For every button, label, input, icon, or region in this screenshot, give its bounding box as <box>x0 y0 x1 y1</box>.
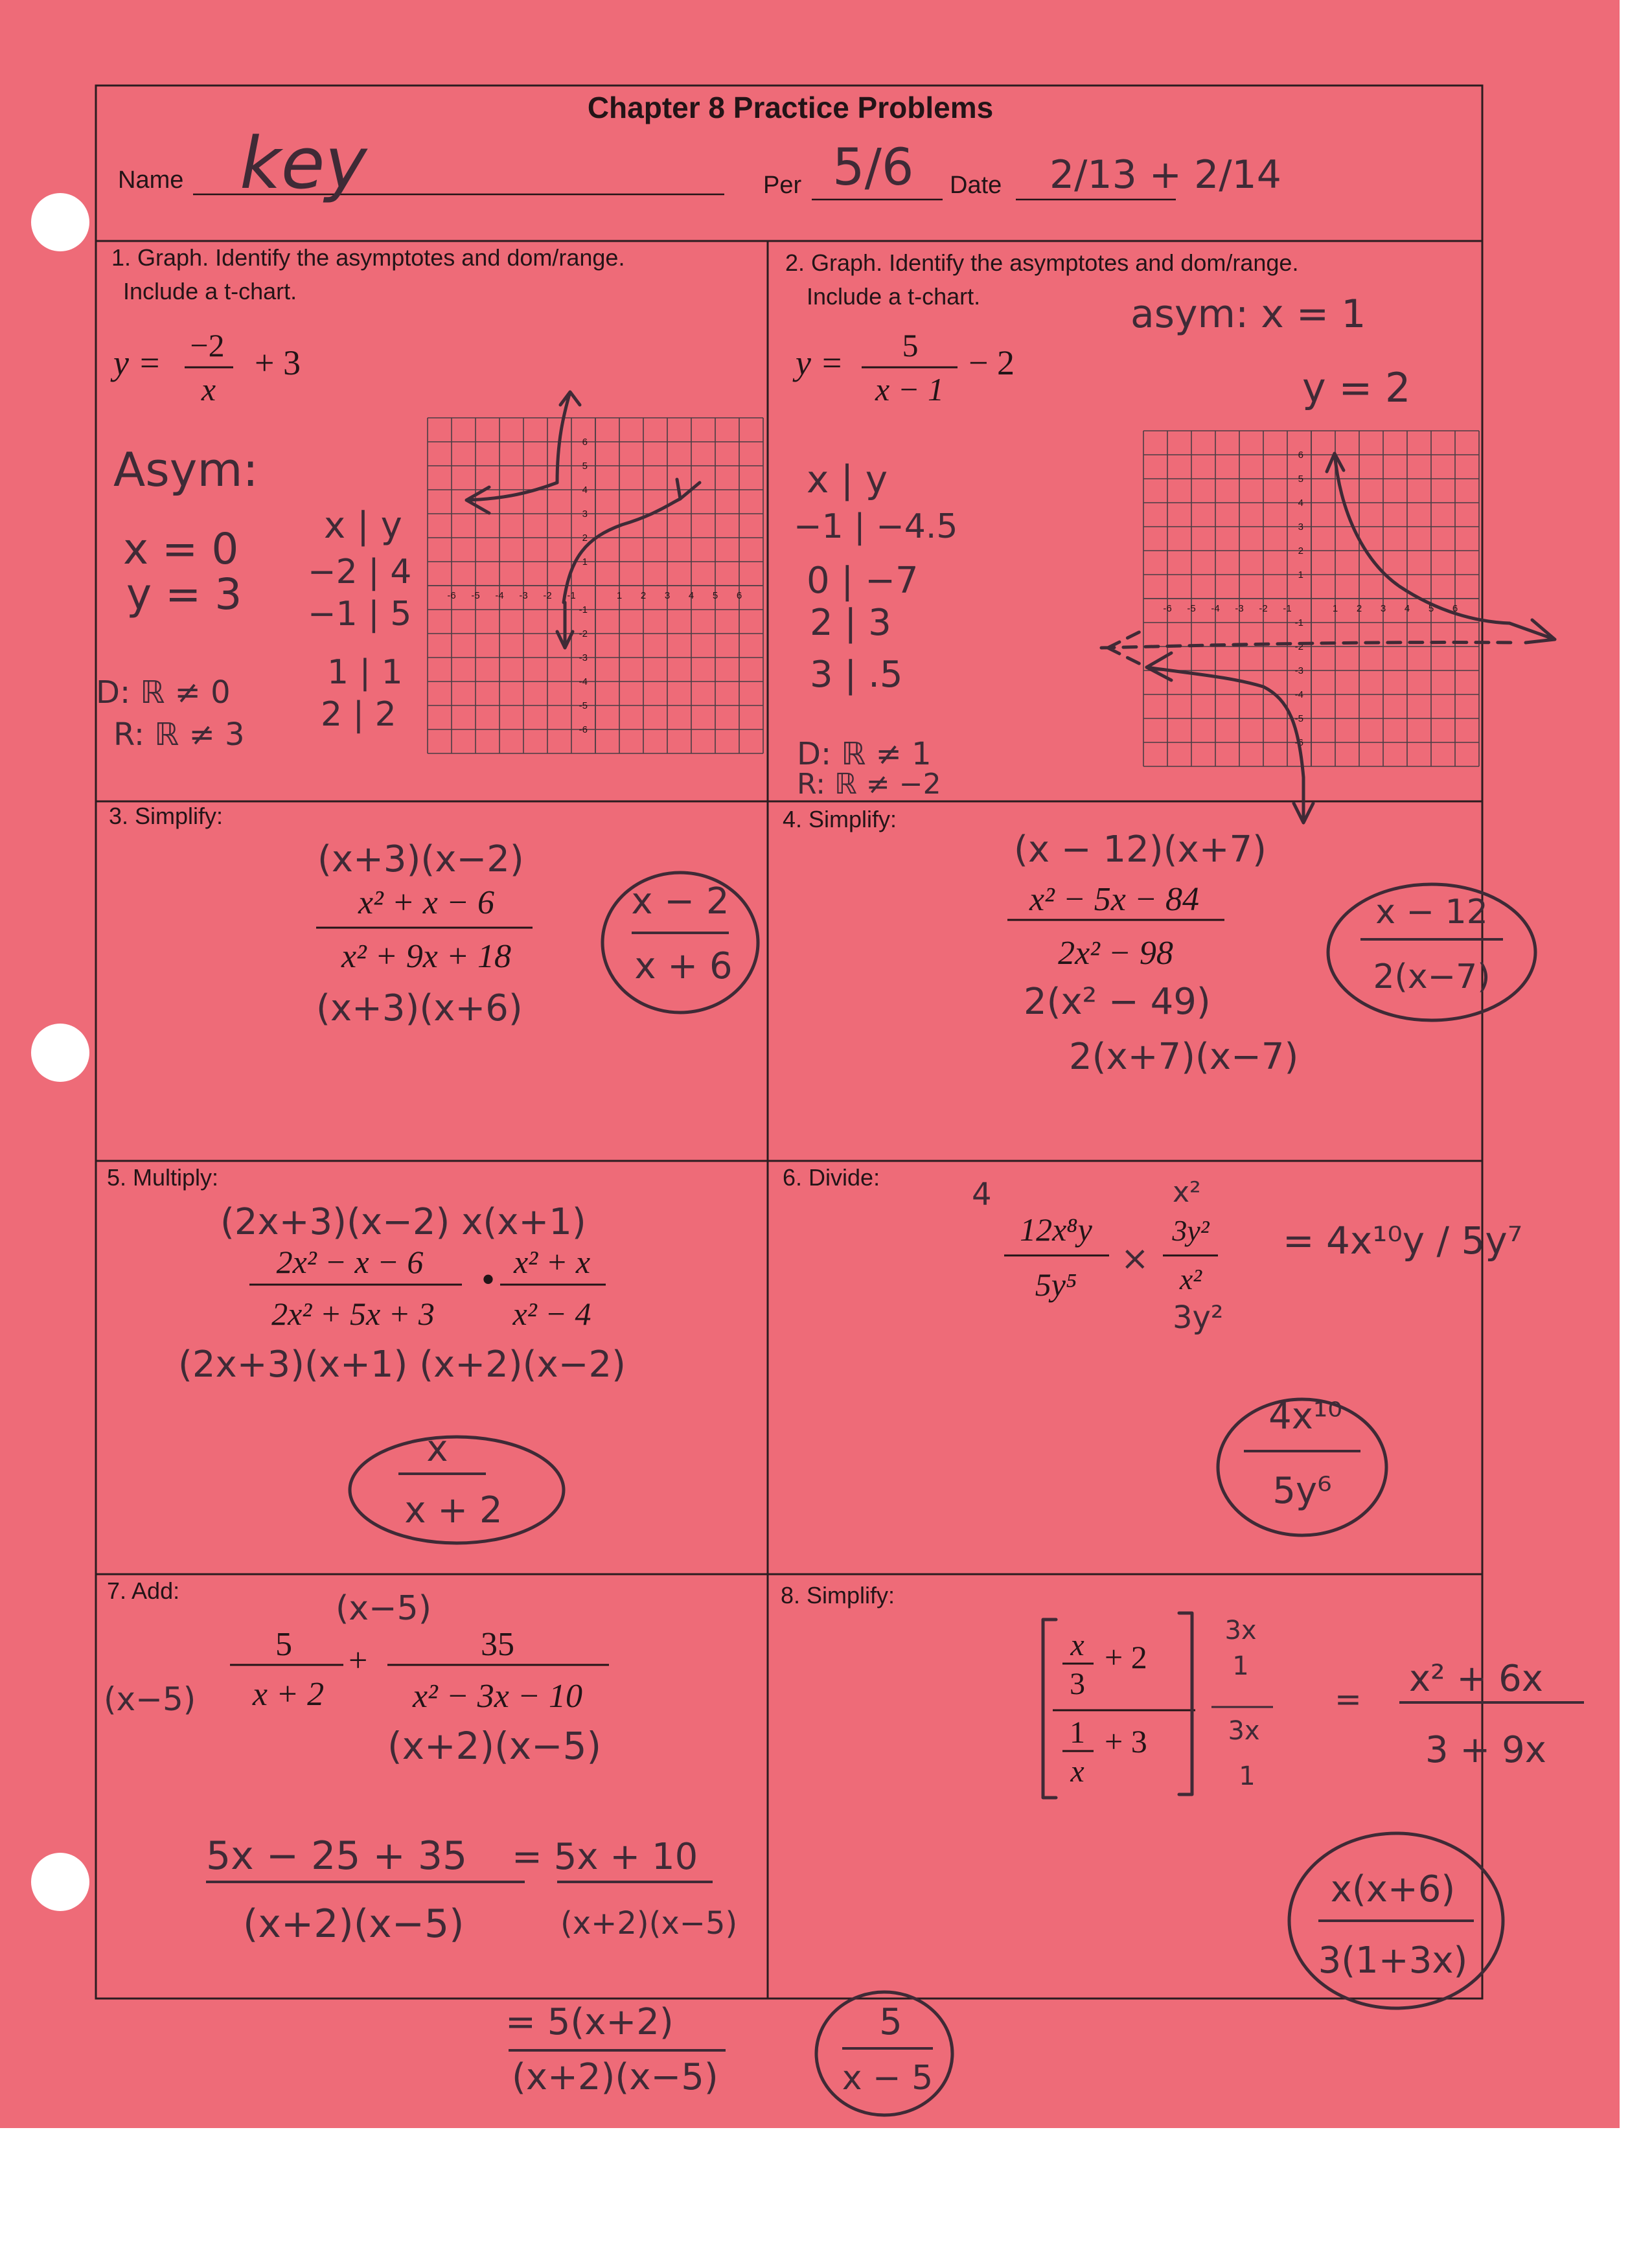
curve-right-branch <box>564 499 680 602</box>
page-title: Chapter 8 Practice Problems <box>587 91 994 124</box>
x-tick-label: -4 <box>1211 603 1220 614</box>
equation-lhs: y = <box>796 343 843 382</box>
range-answer: R: ℝ ≠ 3 <box>113 716 245 753</box>
multiplier-denominator: 1 <box>1232 1651 1249 1681</box>
problem-2-instruction: 2. Graph. Identify the asymptotes and dom/range. <box>785 249 1299 276</box>
y-tick-label: 3 <box>582 509 588 520</box>
y-tick-label: -3 <box>579 652 588 663</box>
y-tick-label: -2 <box>579 628 588 639</box>
equation-constant: + 3 <box>255 343 301 382</box>
x-tick-label: -3 <box>1235 603 1244 614</box>
name-value: key <box>240 122 367 205</box>
x-tick-label: -2 <box>543 590 552 601</box>
equation-numerator: −2 <box>190 327 225 363</box>
first-denominator: 5y⁵ <box>1035 1266 1077 1303</box>
asymptote-heading: Asym: <box>113 442 258 497</box>
y-tick-label: -6 <box>579 724 588 735</box>
second-numerator: 3y² <box>1172 1214 1210 1247</box>
equation-lhs: y = <box>113 343 161 382</box>
t-chart-header: x | y <box>807 457 888 501</box>
x-tick-label: -6 <box>447 590 456 601</box>
binder-hole <box>31 193 89 251</box>
problem-7 <box>104 1577 952 2115</box>
t-chart-header: x | y <box>324 505 402 547</box>
second-denominator: x² − 4 <box>512 1296 591 1332</box>
problem-4-label: 4. Simplify: <box>783 806 897 832</box>
denominator-multiplier: (x−5) <box>104 1680 196 1718</box>
work-step: 2(x² − 49) <box>1024 981 1211 1023</box>
t-chart-row: 3 | .5 <box>810 654 903 696</box>
x-tick-label: -5 <box>471 590 480 601</box>
x-tick-label: 3 <box>664 590 671 601</box>
t-chart-row: −1 | 5 <box>308 595 412 634</box>
work-step-denominator: (x+2)(x−5) <box>512 2056 718 2098</box>
horizontal-asymptote: y = 3 <box>126 569 242 619</box>
x-tick-label: -2 <box>1259 603 1268 614</box>
curve-left-branch <box>557 392 580 483</box>
y-tick-label: -2 <box>1294 641 1303 652</box>
t-chart-row: 2 | 3 <box>810 602 891 644</box>
t-chart-row: 1 | 1 <box>327 653 403 692</box>
expression-numerator: x² + x − 6 <box>358 884 494 921</box>
problem-2-instruction-2: Include a t-chart. <box>807 283 981 310</box>
y-tick-label: -5 <box>579 700 588 711</box>
problem-6-label: 6. Divide: <box>783 1164 880 1191</box>
answer-denominator: 3(1+3x) <box>1318 1940 1468 1982</box>
second-numerator: x² + x <box>513 1244 591 1280</box>
x-tick-label: 6 <box>1452 603 1458 614</box>
x-tick-label: -1 <box>567 590 576 601</box>
y-tick-label: 1 <box>582 556 588 567</box>
y-tick-label: -1 <box>579 604 588 615</box>
arrow-head <box>677 479 700 499</box>
multiplier-denominator: 1 <box>1239 1761 1256 1791</box>
domain-answer: D: ℝ ≠ 1 <box>797 736 932 772</box>
work-step: = 4x¹⁰y / 5y⁷ <box>1283 1219 1522 1263</box>
problem-8-label: 8. Simplify: <box>781 1582 895 1609</box>
curve-left-branch <box>1147 667 1303 777</box>
coordinate-grid-2 <box>1143 431 1479 766</box>
vertical-asymptote: x = 0 <box>123 524 239 574</box>
arrow-right <box>1509 620 1555 643</box>
plus-sign: + <box>349 1642 368 1679</box>
x-tick-label: -3 <box>519 590 528 601</box>
range-answer: R: ℝ ≠ −2 <box>797 768 941 801</box>
numerator-multiplier: (x−5) <box>336 1589 432 1628</box>
per-value: 5/6 <box>832 139 914 197</box>
y-tick-label: 4 <box>582 485 588 496</box>
t-chart-row: −2 | 4 <box>308 553 412 591</box>
work-step: 2(x+7)(x−7) <box>1069 1036 1299 1078</box>
answer-denominator: x + 6 <box>634 945 733 987</box>
multiply-dot: • <box>481 1258 496 1301</box>
work-step-denominator: (x+2)(x−5) <box>243 1901 465 1947</box>
y-tick-label: -1 <box>1294 617 1303 628</box>
x-tick-label: 6 <box>736 590 742 601</box>
x-tick-label: 2 <box>640 590 647 601</box>
horizontal-asymptote: y = 2 <box>1302 364 1411 411</box>
second-numerator: 35 <box>481 1626 514 1663</box>
factored-numerator: (x+3)(x−2) <box>317 838 524 880</box>
coordinate-grid-1 <box>428 418 763 753</box>
first-numerator: 2x² − x − 6 <box>276 1244 424 1280</box>
x-tick-label: 4 <box>688 590 694 601</box>
x-tick-label: 1 <box>616 590 623 601</box>
work-step-numerator: = 5x + 10 <box>512 1836 698 1878</box>
answer-numerator: x − 2 <box>631 880 729 922</box>
date-value: 2/13 + 2/14 <box>1050 152 1281 198</box>
t-chart-row: −1 | −4.5 <box>794 507 958 546</box>
y-tick-label: 2 <box>1298 545 1303 556</box>
problem-2 <box>785 249 1555 823</box>
expression-numerator: x² − 5x − 84 <box>1029 881 1199 918</box>
x-tick-label: 3 <box>1380 603 1386 614</box>
x-tick-label: -5 <box>1187 603 1196 614</box>
x-tick-label: 4 <box>1404 603 1410 614</box>
t-chart-row: 0 | −7 <box>807 560 919 602</box>
arrow-left <box>466 483 557 513</box>
binder-hole <box>31 1853 89 1911</box>
problem-1-instruction: 1. Graph. Identify the asymptotes and dom/range. <box>111 244 625 271</box>
flipped-numerator: x² <box>1173 1176 1201 1209</box>
problem-6 <box>783 1164 1522 1535</box>
y-tick-label: -3 <box>1294 665 1303 676</box>
answer-denominator: 2(x−7) <box>1373 957 1491 996</box>
complex-top-constant: + 2 <box>1105 1639 1147 1675</box>
complex-bottom-constant: + 3 <box>1105 1723 1147 1759</box>
first-denominator: 2x² + 5x + 3 <box>271 1296 435 1332</box>
complex-bottom-denominator: x <box>1070 1754 1084 1789</box>
x-tick-label: 1 <box>1332 603 1338 614</box>
equation-numerator: 5 <box>902 327 919 363</box>
answer-denominator: x + 2 <box>404 1489 503 1531</box>
y-tick-label: 4 <box>1298 498 1303 509</box>
y-tick-label: -6 <box>1294 737 1303 748</box>
y-tick-label: 6 <box>582 437 588 448</box>
problem-5 <box>107 1164 626 1543</box>
multiplier-numerator: 3x <box>1228 1716 1260 1746</box>
answer-numerator: 4x¹⁰ <box>1268 1395 1342 1438</box>
work-step-numerator: 5x − 25 + 35 <box>206 1833 468 1879</box>
problem-1 <box>96 244 763 753</box>
y-tick-label: 6 <box>1298 450 1303 461</box>
work-step-numerator: x² + 6x <box>1409 1658 1543 1700</box>
second-denominator: x² <box>1179 1263 1202 1296</box>
t-chart-row: 2 | 2 <box>321 695 396 734</box>
complex-top-numerator: x <box>1070 1628 1084 1662</box>
date-label: Date <box>950 172 1002 199</box>
y-tick-label: 3 <box>1298 521 1303 533</box>
problem-7-label: 7. Add: <box>107 1577 180 1604</box>
answer-denominator: 5y⁶ <box>1272 1470 1332 1512</box>
y-tick-label: -4 <box>579 676 588 687</box>
equation-denominator: x − 1 <box>875 371 944 407</box>
equals-sign: = <box>1335 1680 1362 1718</box>
problem-1-instruction-2: Include a t-chart. <box>123 278 297 304</box>
expression-denominator: 2x² − 98 <box>1058 935 1173 972</box>
factored-denominators: (2x+3)(x+1) (x+2)(x−2) <box>178 1344 626 1386</box>
x-tick-label: 2 <box>1356 603 1362 614</box>
answer-numerator: x − 12 <box>1375 893 1488 932</box>
work-step-denominator: 3 + 9x <box>1425 1729 1546 1771</box>
first-numerator: 5 <box>275 1626 292 1663</box>
first-denominator: x + 2 <box>252 1676 325 1713</box>
equation-denominator: x <box>201 371 216 407</box>
factored-numerator: (x − 12)(x+7) <box>1014 829 1267 871</box>
per-label: Per <box>763 172 802 199</box>
problem-3-label: 3. Simplify: <box>109 803 224 829</box>
problem-4 <box>783 806 1535 1078</box>
asymptote-answer: asym: x = 1 <box>1130 292 1366 337</box>
equation-constant: − 2 <box>969 343 1015 382</box>
problem-5-label: 5. Multiply: <box>107 1164 219 1191</box>
y-tick-label: 2 <box>582 533 588 544</box>
problem-3 <box>109 803 758 1029</box>
work-step-denominator: (x+2)(x−5) <box>560 1905 738 1942</box>
factored-denominator: (x+3)(x+6) <box>316 987 523 1029</box>
problem-8 <box>781 1582 1584 2008</box>
x-tick-label: -6 <box>1163 603 1172 614</box>
x-tick-label: -4 <box>495 590 504 601</box>
y-tick-label: 5 <box>1298 474 1303 485</box>
first-numerator: 12x⁸y <box>1020 1211 1092 1248</box>
y-tick-label: 5 <box>582 461 588 472</box>
multiplier-numerator: 3x <box>1224 1616 1257 1645</box>
factored-denominator: (x+2)(x−5) <box>387 1724 602 1768</box>
expression-denominator: x² + 9x + 18 <box>341 938 511 975</box>
y-tick-label: -4 <box>1294 689 1303 700</box>
y-tick-label: -5 <box>1294 713 1303 724</box>
answer-numerator: 5 <box>879 2001 902 2043</box>
work-step-numerator: = 5(x+2) <box>505 2001 674 2043</box>
reduced-coefficient: 4 <box>972 1176 992 1213</box>
x-tick-label: -1 <box>1283 603 1292 614</box>
binder-hole <box>31 1024 89 1082</box>
flipped-denominator: 3y² <box>1173 1300 1224 1336</box>
complex-bottom-numerator: 1 <box>1070 1715 1085 1750</box>
complex-top-denominator: 3 <box>1070 1667 1085 1701</box>
arrow-down <box>1294 777 1313 823</box>
second-denominator: x² − 3x − 10 <box>413 1678 582 1715</box>
divide-sign: × <box>1121 1239 1149 1278</box>
x-tick-label: 5 <box>1428 603 1434 614</box>
factored-numerators: (2x+3)(x−2) x(x+1) <box>220 1201 586 1243</box>
x-tick-label: 5 <box>712 590 718 601</box>
domain-answer: D: ℝ ≠ 0 <box>96 674 231 711</box>
name-label: Name <box>118 166 184 194</box>
y-tick-label: 1 <box>1298 569 1303 580</box>
answer-numerator: x <box>426 1428 448 1470</box>
answer-numerator: x(x+6) <box>1330 1868 1456 1910</box>
answer-denominator: x − 5 <box>842 2059 934 2098</box>
